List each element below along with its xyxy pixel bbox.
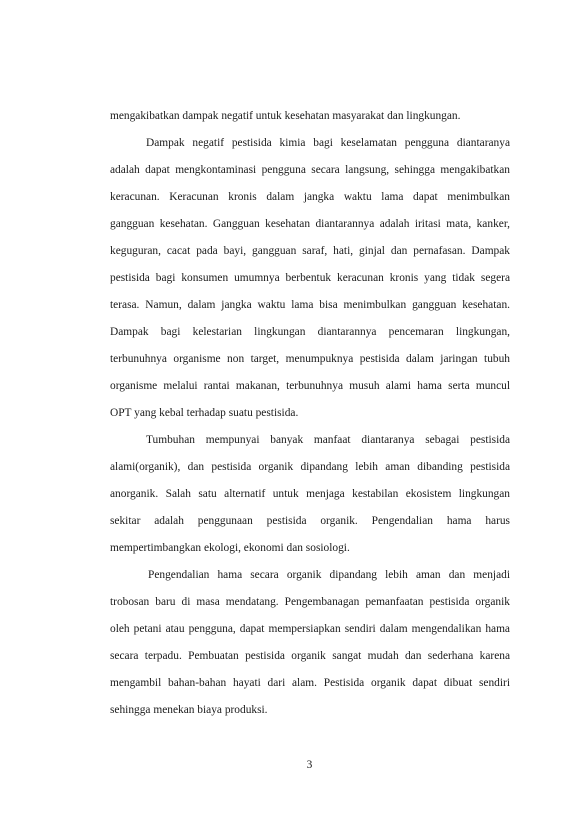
text-line: sekitar adalah penggunaan pestisida organik. Pengendalian hama harus [110,515,510,527]
text-line: Pengendalian hama secara organik dipandang lebih aman dan menjadi [148,569,510,581]
page-number: 3 [306,759,313,771]
text-line: terbunuhnya organisme non target, menumpuknya pestisida dalam jaringan tubuh [110,353,510,365]
text-line: Dampak negatif pestisida kimia bagi keselamatan pengguna diantaranya [146,137,510,149]
text-line: secara terpadu. Pembuatan pestisida organik sangat mudah dan sederhana karena [110,650,510,662]
text-line: anorganik. Salah satu alternatif untuk menjaga kestabilan ekosistem lingkungan [110,488,510,500]
text-line: mempertimbangkan ekologi, ekonomi dan sosiologi. [110,542,350,554]
text-line: pestisida bagi konsumen umumnya berbentuk keracunan kronis yang tidak segera [110,272,510,284]
text-line: terasa. Namun, dalam jangka waktu lama bisa menimbulkan gangguan kesehatan. [110,299,510,311]
text-line: keguguran, cacat pada bayi, gangguan saraf, hati, ginjal dan pernafasan. Dampak [110,245,510,257]
text-line: trobosan baru di masa mendatang. Pengembanagan pemanfaatan pestisida organik [110,596,510,608]
text-line: oleh petani atau pengguna, dapat mempersiapkan sendiri dalam mengendalikan hama [110,623,510,635]
text-line: OPT yang kebal terhadap suatu pestisida. [110,407,299,419]
text-line: mengakibatkan dampak negatif untuk kesehatan masyarakat dan lingkungan. [110,110,461,122]
text-line: keracunan. Keracunan kronis dalam jangka waktu lama dapat menimbulkan [110,191,510,203]
text-line: Tumbuhan mempunyai banyak manfaat diantaranya sebagai pestisida [146,434,510,446]
text-line: gangguan kesehatan. Gangguan kesehatan diantarannya adalah iritasi mata, kanker, [110,218,510,230]
text-line: adalah dapat mengkontaminasi pengguna secara langsung, sehingga mengakibatkan [110,164,510,176]
text-line: organisme melalui rantai makanan, terbunuhnya musuh alami hama serta muncul [110,380,510,392]
body-text [110,106,510,727]
text-line: sehingga menekan biaya produksi. [110,704,268,716]
text-line: alami(organik), dan pestisida organik dipandang lebih aman dibanding pestisida [110,461,510,473]
text-line: mengambil bahan-bahan hayati dari alam. Pestisida organik dapat dibuat sendiri [110,677,510,689]
text-line: Dampak bagi kelestarian lingkungan diantarannya pencemaran lingkungan, [110,326,510,338]
